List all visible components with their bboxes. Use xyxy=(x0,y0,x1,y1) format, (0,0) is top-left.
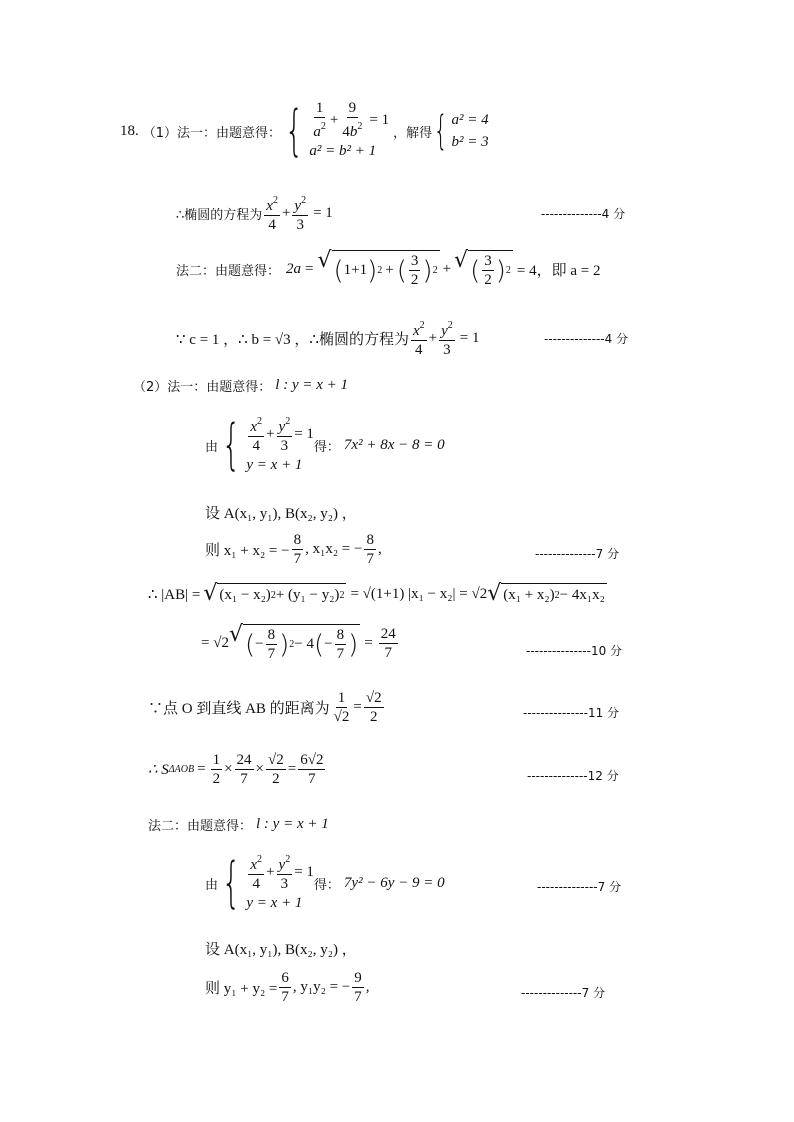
score-6: --------------12 分 xyxy=(527,769,619,783)
score-1: --------------4 分 xyxy=(541,207,626,221)
then-x-mid: , x₁x₂ = − xyxy=(305,541,363,557)
from-word-2: 由 xyxy=(205,877,219,893)
system-row2: y = x + 1 xyxy=(246,456,303,473)
ab-result: 24 xyxy=(380,625,396,642)
question-number: 18. xyxy=(120,122,139,139)
from-word: 由 xyxy=(205,439,219,455)
ellipse-prefix: ∴椭圆的方程为 xyxy=(176,207,263,223)
quadratic-x: 7x² + 8x − 8 = 0 xyxy=(343,436,445,453)
ab-length-line: ∴ |AB| = √ (x₁ − x₂) 2 + (y₁ − y₂) 2 = √(1+1) |x₁ − x₂| = √2 √ (x₁ + x₂) 2 − 4x₁x₂ xyxy=(148,581,605,606)
area-line: ∴ S ΔAOB = $\frac{1}{2}$ × $\frac{24}{7}$ × $\frac{√2}{2}$ = $\frac{6√2}{7}$ xyxy=(148,752,324,787)
because-c-line: ∵ c = 1 ，∴ b = √3 ，∴椭圆的方程为 $\frac{x^2}{4}$ + $\frac{y^2}{3}$ = 1 xyxy=(176,320,480,358)
ellipse-equation-line: ∴椭圆的方程为 $\frac{x^2}{4}$ + $\frac{y^2}{3}$ = 1 xyxy=(176,195,333,233)
method2b-label: 法二：由题意得： xyxy=(148,819,253,834)
brace-symbol: { xyxy=(221,413,241,476)
vieta-x-line: 则 x₁ + x₂ = − $\frac{8}{7}$ , x₁x₂ = − $\frac{8}{7}$ , xyxy=(205,532,382,567)
ab-prefix: ∴ |AB| = xyxy=(148,586,201,603)
brace-symbol: { xyxy=(284,99,304,162)
system-row2-2: y = x + 1 xyxy=(246,894,303,911)
line-equation: l : y = x + 1 xyxy=(275,377,349,393)
equation-system-1: { $\frac{1}{a^2}$ + $\frac{9}{4b^2}$ = 1 a² = b² + 1 xyxy=(284,99,390,162)
solution-b: b² = 3 xyxy=(451,133,489,150)
set-points-line xyxy=(205,502,357,523)
method2-label: 法二：由题意得： xyxy=(176,263,281,279)
sys1-row2: a² = b² + 1 xyxy=(309,142,377,159)
brace-symbol: { xyxy=(433,108,448,154)
ellipse-rhs: = 1 xyxy=(313,204,333,221)
part2-line xyxy=(133,376,348,395)
solution-a: a² = 4 xyxy=(451,111,489,128)
score-4: ---------------10 分 xyxy=(526,644,623,658)
part1-label: （1）法一：由题意得： xyxy=(142,125,282,141)
then-x: 则 x₁ + x₂ = − xyxy=(205,543,290,559)
score-7: --------------7 分 xyxy=(537,880,622,894)
set-points-text: 设 A(x₁, y₁), B(x₂, y₂) ， xyxy=(205,506,357,522)
area-subscript: ΔAOB xyxy=(168,764,195,775)
quadratic-y: 7y² − 6y − 9 = 0 xyxy=(343,874,445,891)
then-y: 则 y₁ + y₂ = xyxy=(205,981,278,997)
score-8: --------------7 分 xyxy=(521,986,606,1000)
method2-line: 法二：由题意得： 2a = √ ( 1+1 ) 2 + ( $\frac{3}{2}$ ) 2 + √ ( $\frac{3}{2}$ ) 2 = 4，即 a = 2 xyxy=(176,248,601,288)
get-word: 得： xyxy=(313,439,340,455)
set-points-text-2: 设 A(x₁, y₁), B(x₂, y₂) ， xyxy=(205,942,357,958)
then-y-mid: , y₁y₂ = − xyxy=(292,979,351,995)
line-equation-2: l : y = x + 1 xyxy=(256,816,329,832)
set-points-line-2 xyxy=(205,938,357,959)
sys1-row1-rhs: = 1 xyxy=(369,111,390,128)
ab-line2-prefix: = √2 xyxy=(201,634,229,651)
distance-line: ∵点 O 到直线 AB 的距离为 $\frac{1}{√2}$ = $\frac{√2}{2}$ xyxy=(148,690,382,725)
because-c-text: ∵ c = 1 ，∴ b = √3 ，∴椭圆的方程为 xyxy=(176,331,409,348)
vieta-y-line: 则 y₁ + y₂ = $\frac{6}{7}$ , y₁y₂ = − $\frac{9}{7}$ , xyxy=(205,970,370,1005)
solution-system xyxy=(432,109,489,153)
ab-line2: = √2 √ ( − $\frac{8}{7}$ ) 2 − 4 ( − $\frac{8}{7}$ ) = $\frac{24}{7}$ xyxy=(201,622,396,662)
score-5: ---------------11 分 xyxy=(523,706,620,720)
brace-symbol: { xyxy=(221,851,241,914)
get-word-2: 得： xyxy=(313,877,340,893)
ab-mid: = √(1+1) |x₁ − x₂| = √2 xyxy=(350,585,488,602)
area-prefix: ∴ S xyxy=(148,762,169,778)
ellipse-rhs-2: = 1 xyxy=(459,329,480,346)
solve-word: ，解得 xyxy=(393,125,433,141)
method2-eq-rhs: = 4，即 a = 2 xyxy=(516,262,601,279)
score-3: --------------7 分 xyxy=(535,547,620,561)
part1-method1-line xyxy=(120,100,489,162)
system-x-line: 由 { $\frac{x^2}{4}$ + $\frac{y^2}{3}$ = 1 y = x + 1 得： 7x² + 8x − 8 = 0 xyxy=(205,413,445,476)
distance-prefix: ∵点 O 到直线 AB 的距离为 xyxy=(148,701,330,717)
part2-method2-line xyxy=(148,815,329,834)
system-y-line: 由 { $\frac{x^2}{4}$ + $\frac{y^2}{3}$ = 1 y = x + 1 得： 7y² − 6y − 9 = 0 xyxy=(205,851,445,914)
score-2: --------------4 分 xyxy=(544,332,629,346)
part2-label: （2）法一：由题意得： xyxy=(133,380,272,395)
